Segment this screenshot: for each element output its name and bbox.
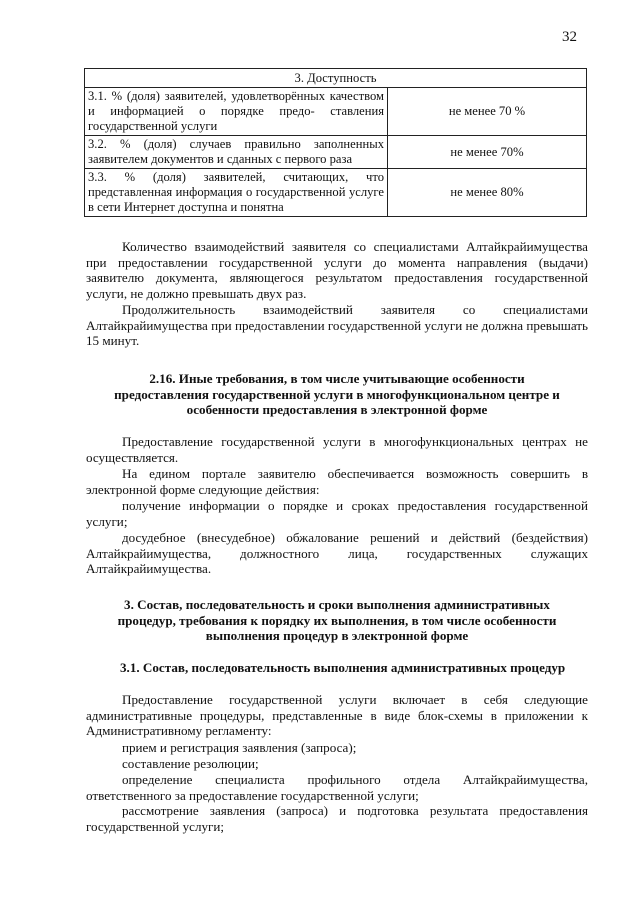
accessibility-table	[84, 68, 587, 217]
text-line: определение специалиста профильного отдела Алтайкрайимущества,	[122, 772, 588, 787]
text-line: не осуществляется.	[86, 434, 588, 465]
procedure-item-reception: прием и регистрация заявления (запроса);	[122, 740, 357, 755]
table-row	[85, 136, 587, 169]
text-line: превышать 15 минут.	[86, 317, 588, 349]
text-line: представленная информация о государственной	[88, 185, 346, 199]
text-line: Алтайкрайимущества.	[86, 561, 212, 577]
paragraph-portal	[86, 466, 588, 497]
procedure-item-specialist	[86, 772, 588, 803]
table-cell-value: не менее 70 %	[388, 88, 587, 136]
paragraph-interaction-duration	[86, 302, 588, 349]
text-line: 3.2. % (доля) случаев правильно заполненных	[88, 137, 384, 151]
text-line: административные процедуры, представленные в виде блок-схемы в приложении к	[86, 707, 588, 723]
text-line: ответственного за предоставление государственной услуги;	[86, 787, 419, 803]
paragraph-interaction-count	[86, 239, 588, 301]
text-line: предоставления государственной услуги, не должно превышать двух раз.	[86, 270, 588, 301]
text-line: предоставления государственной услуги в многофункциональном центре и	[114, 386, 560, 402]
table-cell-value: не менее 80%	[388, 169, 587, 217]
section-heading-3	[86, 597, 588, 644]
text-line: Алтайкрайимущества при предоставлении государственной услуги не должна	[86, 317, 524, 333]
section-heading-3-1: 3.1. Состав, последовательность выполнения административных процедур	[120, 660, 566, 675]
paragraph-get-info	[86, 498, 588, 529]
text-line: Алтайкрайимущества, должностного лица, государственных служащих	[86, 545, 588, 561]
text-line: заявителем документов и сданных с первого раза	[88, 152, 353, 166]
text-line: особенности предоставления в электронной форме	[186, 402, 488, 418]
text-line: электронной форме следующие действия:	[86, 481, 320, 497]
text-line: услуги;	[86, 513, 128, 529]
table-cell-description	[85, 169, 388, 217]
text-line: рассмотрение заявления (запроса) и подготовка результата предоставления	[122, 803, 588, 818]
text-line: направления (выдачи) заявителю документа, являющегося результатом	[86, 254, 588, 286]
text-line: ставления государственной услуги	[88, 104, 384, 133]
text-line: Количество взаимодействий заявителя со специалистами	[122, 239, 459, 254]
table-cell-value: не менее 70%	[388, 136, 587, 169]
text-line: получение информации о порядке и сроках предоставления государственной	[122, 498, 588, 513]
text-line: досудебное (внесудебное) обжалование решений и действий (бездействия)	[122, 530, 588, 545]
paragraph-procedures-intro	[86, 692, 588, 739]
table-header-row	[85, 69, 587, 88]
page-number: 32	[562, 29, 577, 45]
text-line: государственной услуги;	[86, 818, 225, 834]
text-line: выполнения процедур в электронной форме	[205, 628, 469, 644]
text-line: Продолжительность взаимодействий заявителя со специалистами	[122, 302, 588, 317]
paragraph-appeal	[86, 530, 588, 577]
text-line: качеством и информацией о порядке предо-	[88, 89, 384, 118]
text-line: Административному регламенту:	[86, 723, 272, 739]
section-heading-2-16	[86, 371, 588, 418]
table-row	[85, 88, 587, 136]
table-row	[85, 169, 587, 217]
table-cell-description	[85, 88, 388, 136]
text-line: 3.1. % (доля) заявителей, удовлетворённых	[88, 89, 325, 103]
text-line: На едином портале заявителю обеспечивается возможность совершить в	[122, 466, 588, 481]
procedure-item-review	[86, 803, 588, 834]
text-line: процедур, требования к порядку их выполнения, в том числе особенности	[117, 612, 557, 628]
paragraph-mfc	[86, 434, 588, 465]
text-line: 3.3. % (доля) заявителей, считающих, что	[88, 170, 384, 184]
table-cell-description	[85, 136, 388, 169]
text-line: Предоставление государственной услуги включает в себя следующие	[122, 692, 588, 707]
text-line: 2.16. Иные требования, в том числе учитывающие особенности	[149, 371, 525, 386]
procedure-item-resolution: составление резолюции;	[122, 756, 259, 771]
text-line: Алтайкрайимущества при предоставлении государственной услуги до момента	[86, 239, 588, 270]
text-line: Предоставление государственной услуги в многофункциональных центрах	[122, 434, 567, 449]
text-line: 3. Состав, последовательность и сроки выполнения административных	[124, 597, 550, 612]
text-line: услуге в сети Интернет доступна и понятна	[88, 185, 384, 214]
table-header: 3. Доступность	[85, 69, 587, 88]
